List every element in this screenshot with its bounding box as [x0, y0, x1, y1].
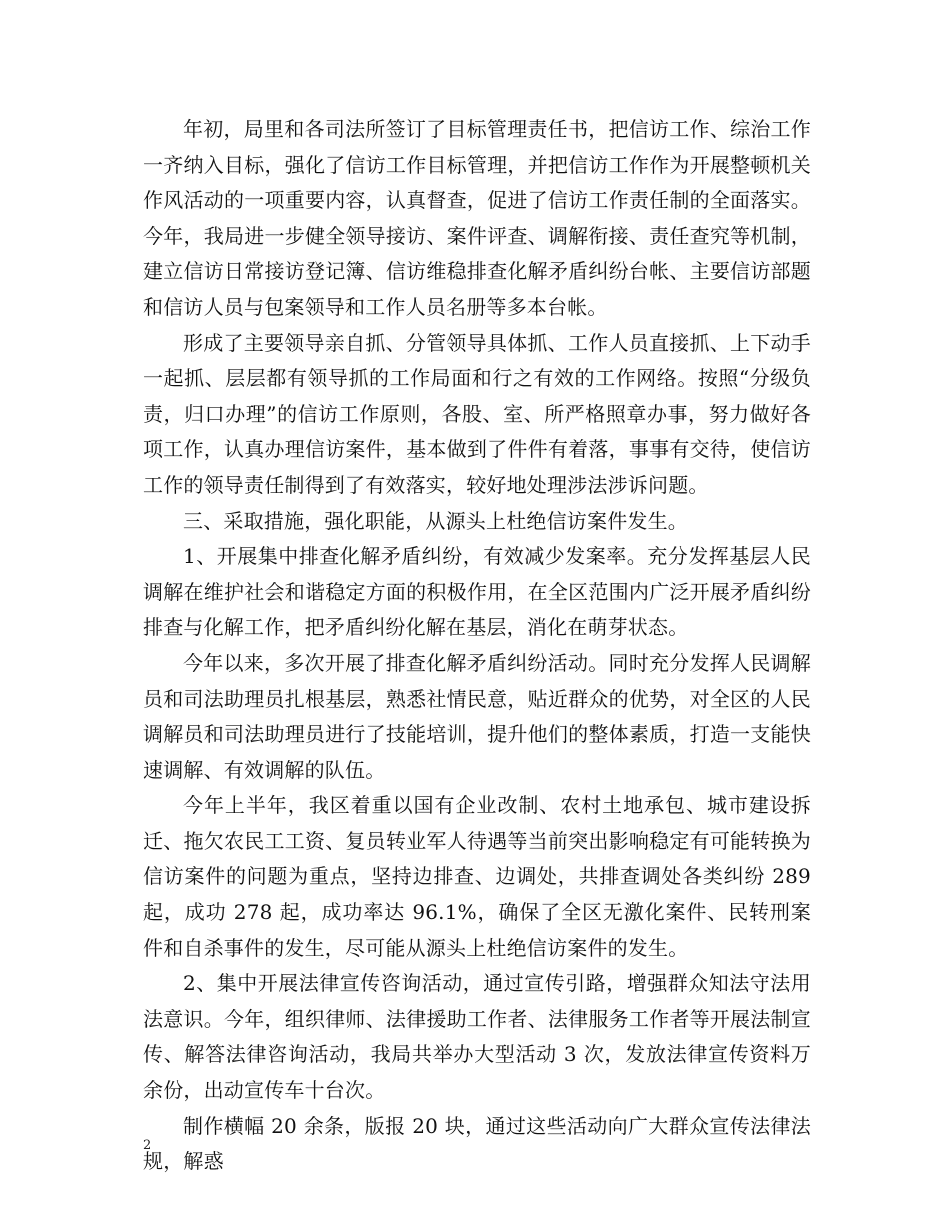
paragraph: 年初，局里和各司法所签订了目标管理责任书，把信访工作、综治工作一齐纳入目标，强化了信访工作目标管理，并把信访工作作为开展整顿机关作风活动的一项重要内容，认真督查，促进了信访工作责任制的全面落实。今年，我局进一步健全领导接访、案件评查、调解衔接、责任查究等机制，建立信访日常接访登记簿、信访维稳排查化解矛盾纠纷台帐、主要信访部题和信访人员与包案领导和工作人员名册等多本台帐。 — [143, 117, 811, 319]
document-body — [143, 112, 811, 1180]
paragraph: 形成了主要领导亲自抓、分管领导具体抓、工作人员直接抓、上下动手一起抓、层层都有领导抓的工作局面和行之有效的工作网络。按照“分级负责，归口办理”的信访工作原则，各股、室、所严格照章办事，努力做好各项工作，认真办理信访案件，基本做到了件件有着落，事事有交待，使信访工作的领导责任制得到了有效落实，较好地处理涉法涉诉问题。 — [143, 330, 811, 497]
paragraph: 制作横幅 20 余条，版报 20 块，通过这些活动向广大群众宣传法律法规，解惑 — [143, 1113, 811, 1174]
paragraph: 1、开展集中排查化解矛盾纠纷，有效减少发案率。充分发挥基层人民调解在维护社会和谐稳定方面的积极作用，在全区范围内广泛开展矛盾纠纷排查与化解工作，把矛盾纠纷化解在基层，消化在萌芽状态。 — [143, 544, 811, 640]
page-number: 2 — [143, 1138, 152, 1153]
paragraph: 今年上半年，我区着重以国有企业改制、农村土地承包、城市建设拆迁、拖欠农民工工资、复员转业军人待遇等当前突出影响稳定有可能转换为信访案件的问题为重点，坚持边排查、边调处，共排查调处各类纠纷 289 起，成功 278 起，成功率达 96.1%，确保了全区无激化案件、民转刑案件和自杀事件的发生，尽可能从源头上杜绝信访案件的发生。 — [143, 793, 811, 960]
paragraph: 2、集中开展法律宣传咨询活动，通过宣传引路，增强群众知法守法用法意识。今年，组织律师、法律援助工作者、法律服务工作者等开展法制宣传、解答法律咨询活动，我局共举办大型活动 3 次，发放法律宣传资料万余份，出动宣传车十台次。 — [143, 971, 811, 1103]
paragraph: 今年以来，多次开展了排查化解矛盾纠纷活动。同时充分发挥人民调解员和司法助理员扎根基层，熟悉社情民意，贴近群众的优势，对全区的人民调解员和司法助理员进行了技能培训，提升他们的整体素质，打造一支能快速调解、有效调解的队伍。 — [143, 650, 811, 782]
section-heading: 三、采取措施，强化职能，从源头上杜绝信访案件发生。 — [183, 508, 688, 533]
